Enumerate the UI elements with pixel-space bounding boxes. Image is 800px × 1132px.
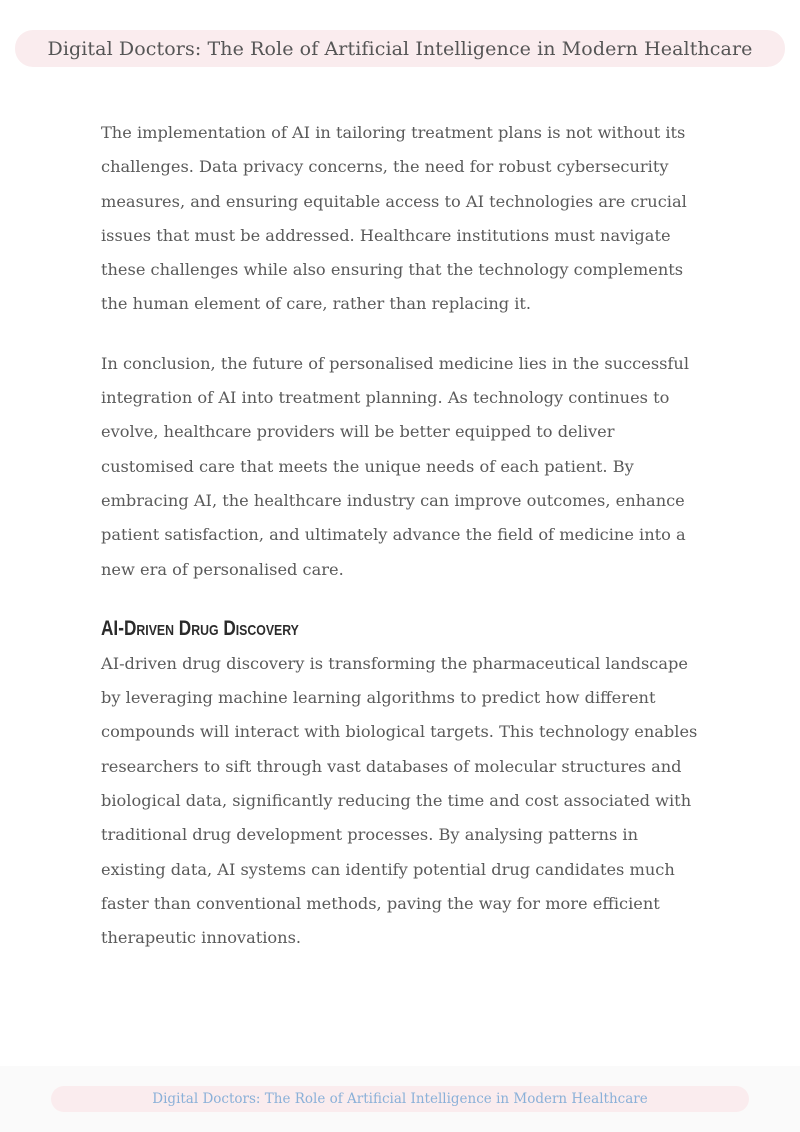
page-header <box>15 30 785 67</box>
document-body <box>101 116 701 956</box>
page-footer <box>0 1066 800 1132</box>
body-paragraph-drug-discovery: AI-driven drug discovery is transforming the pharmaceutical landscape by leveraging machine learning algorithms to predict how different compounds will interact with biological targets. This technology enables researchers to sift through vast databases of molecular structures and biological data, significantly reducing the time and cost associated with traditional drug development processes. By analysing patterns in existing data, AI systems can identify potential drug candidates much faster than conventional methods, paving the way for more efficient therapeutic innovations. <box>101 653 698 948</box>
body-paragraph-conclusion: In conclusion, the future of personalised medicine lies in the successful integration of AI into treatment planning. As technology continues to evolve, healthcare providers will be better equipped to deliver customised care that meets the unique needs of each patient. By embracing AI, the healthcare industry can improve outcomes, enhance patient satisfaction, and ultimately advance the field of medicine into a new era of personalised care. <box>101 353 690 579</box>
footer-bar <box>51 1086 749 1112</box>
body-paragraph-challenges: The implementation of AI in tailoring treatment plans is not without its challenges. Data privacy concerns, the need for robust cybersecurity measures, and ensuring equitable access to AI technologies are crucial issues that must be addressed. Healthcare institutions must navigate these challenges while also ensuring that the technology complements the human element of care, rather than replacing it. <box>101 123 687 314</box>
footer-title: Digital Doctors: The Role of Artificial Intelligence in Modern Healthcare <box>152 1091 648 1107</box>
section-heading: AI-Driven Drug Discovery <box>101 616 299 640</box>
header-title: Digital Doctors: The Role of Artificial Intelligence in Modern Healthcare <box>47 37 753 60</box>
